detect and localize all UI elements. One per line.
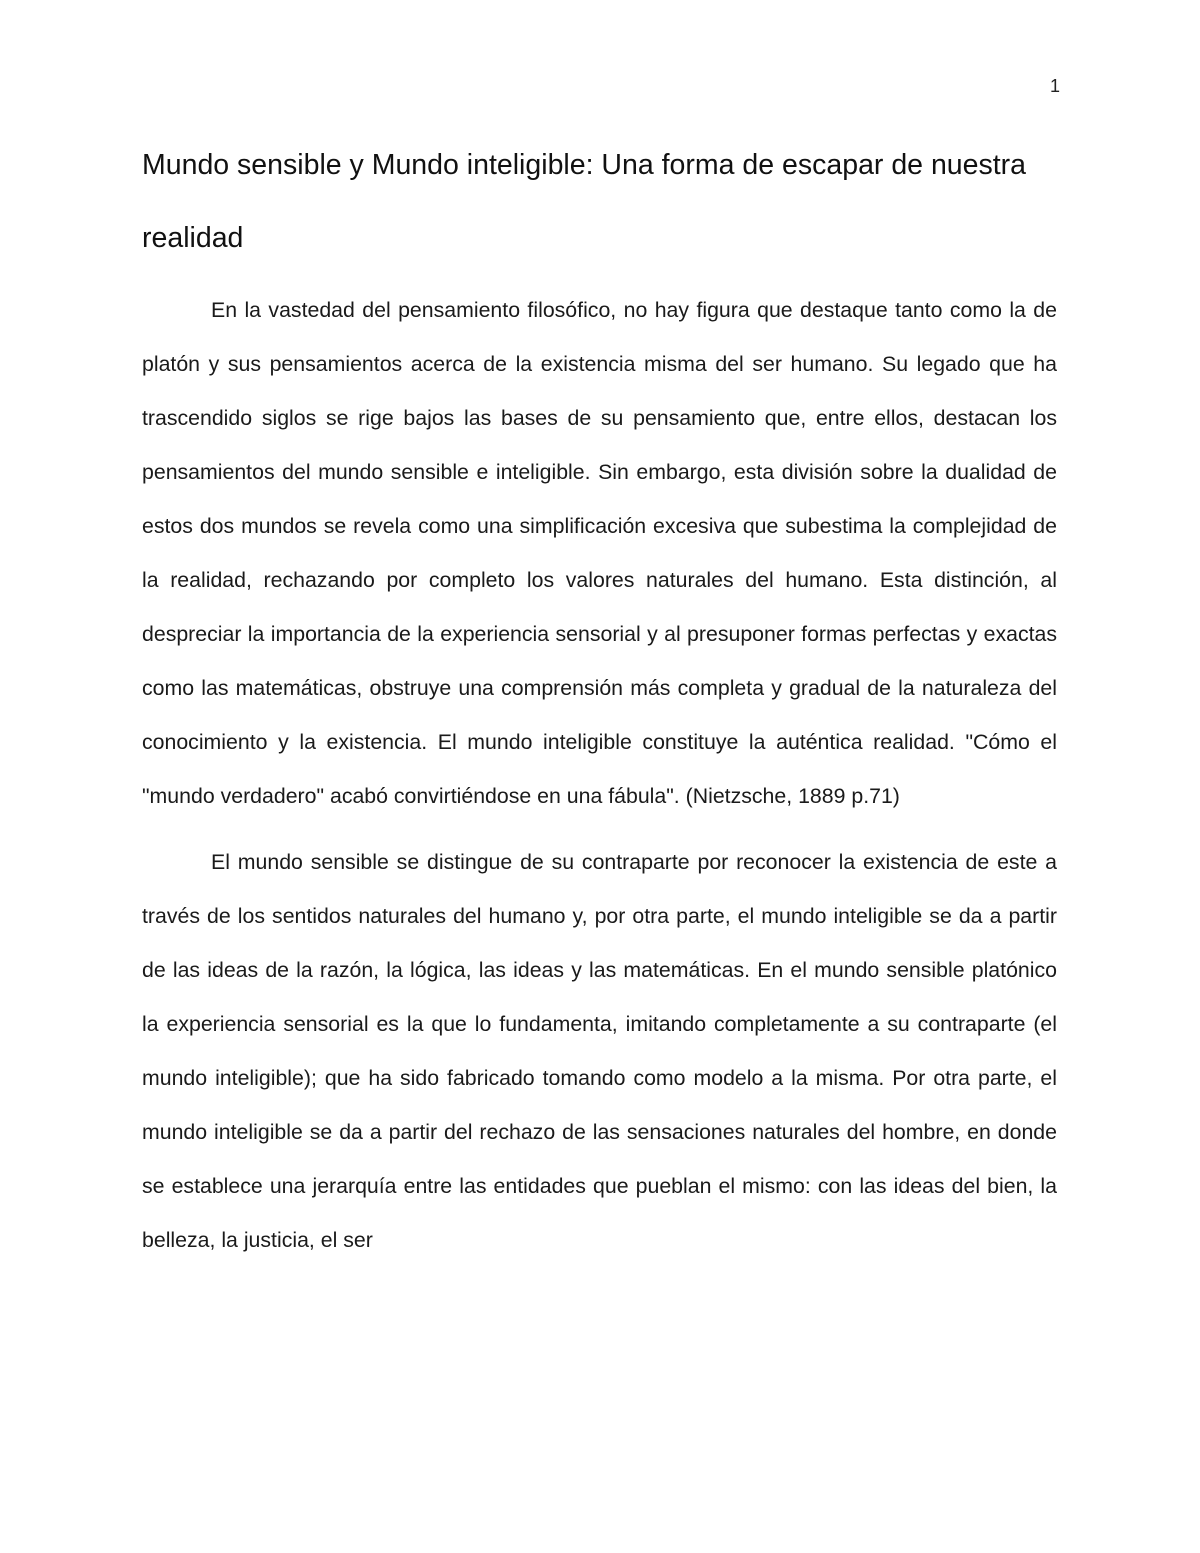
paragraph-2: El mundo sensible se distingue de su contraparte por reconocer la existencia de este a través de los sentidos naturales del humano y, por otra parte, el mundo inteligible se da a partir de las ideas de la razón, la lógica, las ideas y las matemáticas. En el mundo sensible platónico la experiencia sensorial es la que lo fundamenta, imitando completamente a su contraparte (el mundo inteligible); que ha sido fabricado tomando como modelo a la misma. Por otra parte, el mundo inteligible se da a partir del rechazo de las sensaciones naturales del hombre, en donde se establece una jerarquía entre las entidades que pueblan el mismo: con las ideas del bien, la belleza, la justicia, el ser: [142, 850, 1057, 1252]
page-number: 1: [1049, 76, 1060, 96]
document-body: [142, 129, 1057, 1267]
document-title: Mundo sensible y Mundo inteligible: Una forma de escapar de nuestra realidad: [142, 149, 1027, 254]
paragraph-1: En la vastedad del pensamiento filosófico, no hay figura que destaque tanto como la de platón y sus pensamientos acerca de la existencia misma del ser humano. Su legado que ha trascendido siglos se rige bajos las bases de su pensamiento que, entre ellos, destacan los pensamientos del mundo sensible e inteligible. Sin embargo, esta división sobre la dualidad de estos dos mundos se revela como una simplificación excesiva que subestima la complejidad de la realidad, rechazando por completo los valores naturales del humano. Esta distinción, al despreciar la importancia de la experiencia sensorial y al presuponer formas perfectas y exactas como las matemáticas, obstruye una comprensión más completa y gradual de la naturaleza del conocimiento y la existencia. El mundo inteligible constituye la auténtica realidad. "Cómo el "mundo verdadero" acabó convirtiéndose en una fábula". (Nietzsche, 1889 p.71): [142, 298, 1057, 808]
